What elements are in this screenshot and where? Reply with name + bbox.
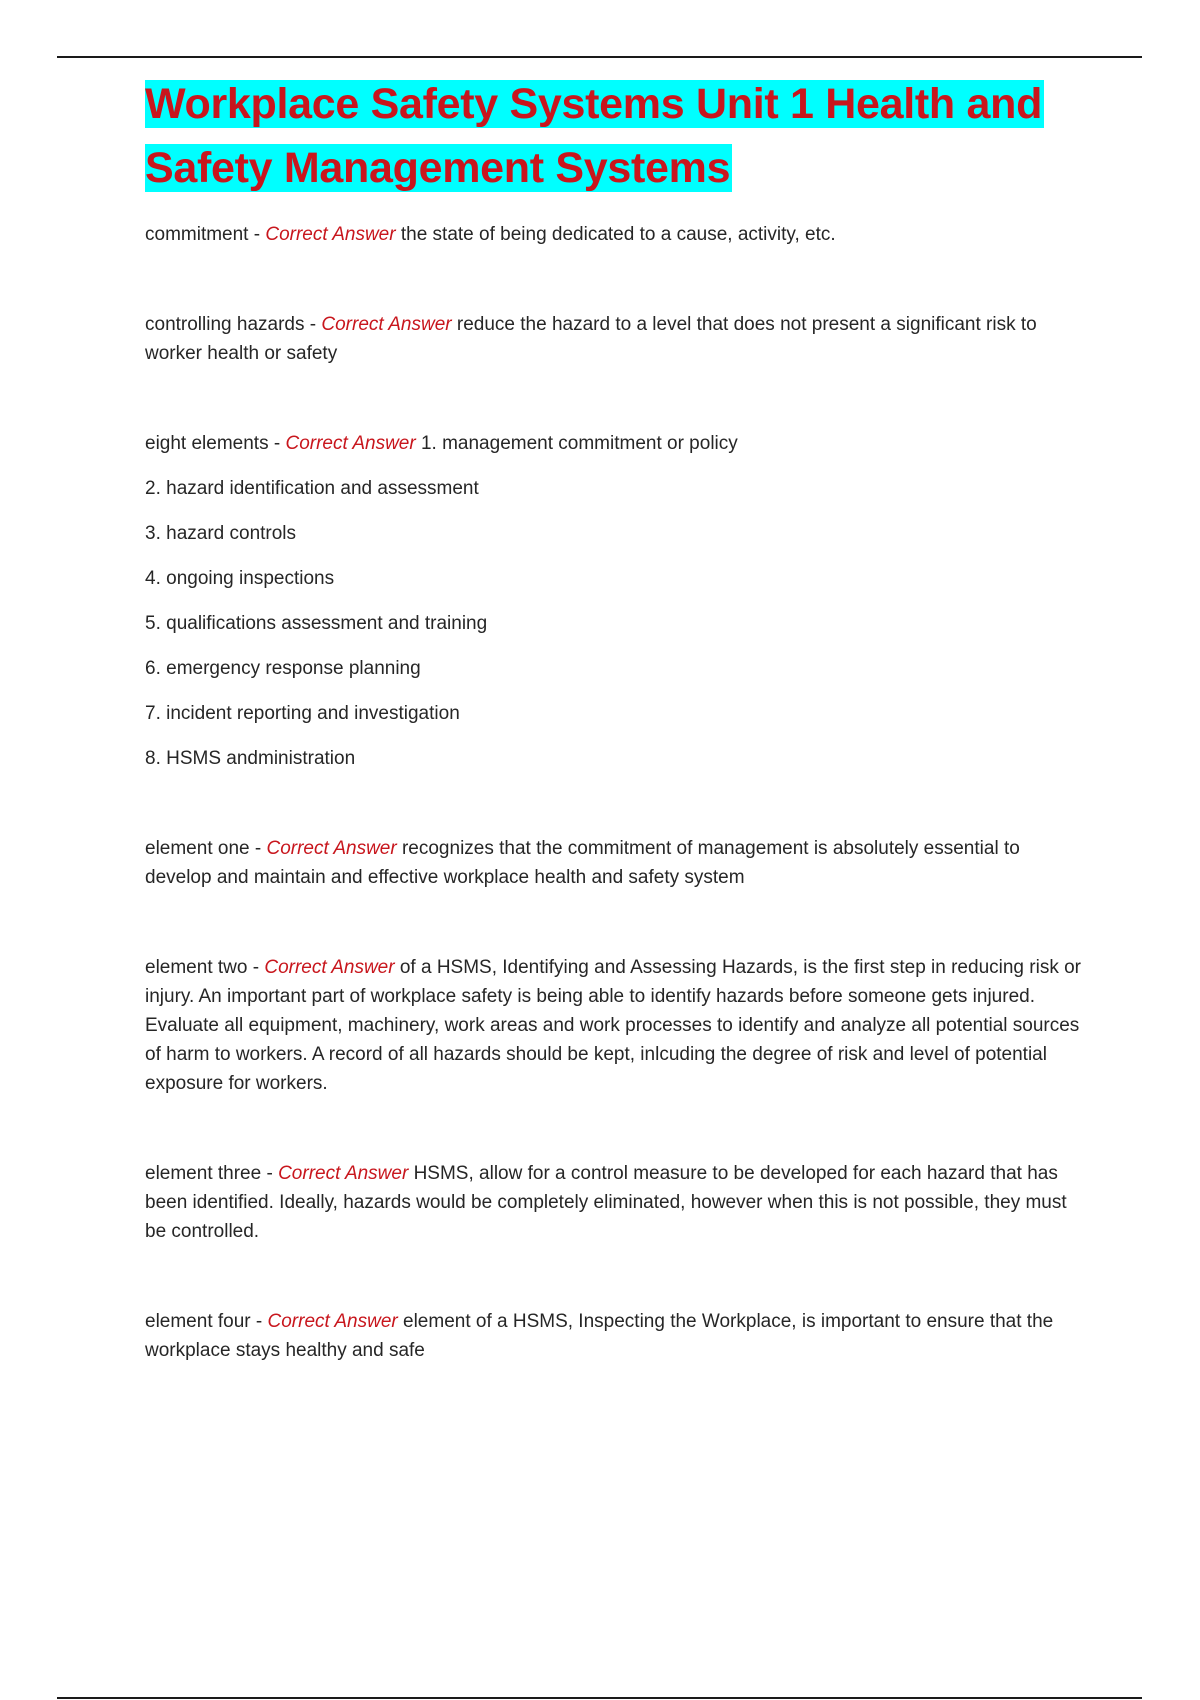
entry-answer: HSMS, allow for a control measure to be developed for each hazard that has been identified. Ideally, hazards would be completely eliminated, however when this is not possible, they must be controlled. [145,1163,1067,1242]
entry-term: element three [145,1163,262,1184]
qa-entry-eight-elements [145,429,1090,458]
list-item: 5. qualifications assessment and training [145,613,488,634]
correct-answer-label: Correct Answer [264,957,395,978]
list-item: 7. incident reporting and investigation [145,703,460,724]
list-item: 3. hazard controls [145,523,297,544]
entry-term: element one [145,838,250,859]
correct-answer-label: Correct Answer [321,314,452,335]
correct-answer-label: Correct Answer [285,433,416,454]
qa-entry-element-three [145,1159,1090,1246]
document-body [145,72,1090,1365]
entry-answer: reduce the hazard to a level that does not present a significant risk to worker health or safety [145,314,1037,364]
entry-separator: - [304,314,322,335]
qa-entry-element-four [145,1307,1090,1365]
page-title [145,72,1090,200]
entry-term: element four [145,1311,251,1332]
qa-entry-element-two [145,953,1090,1098]
entry-answer: the state of being dedicated to a cause, activity, etc. [400,224,836,245]
correct-answer-label: Correct Answer [278,1163,409,1184]
entry-separator: - [247,957,265,978]
entry-answer: element of a HSMS, Inspecting the Workplace, is important to ensure that the workplace stays healthy and safe [145,1311,1054,1361]
entry-separator: - [261,1163,279,1184]
title-highlight: Workplace Safety Systems Unit 1 Health and Safety Management Systems [145,80,1043,192]
list-item: 8. HSMS andministration [145,748,356,769]
qa-entry-commitment [145,220,1090,249]
qa-entry-element-one [145,834,1090,892]
entry-separator: - [250,1311,268,1332]
entry-answer: of a HSMS, Identifying and Assessing Hazards, is the first step in reducing risk or injury. An important part of workplace safety is being able to identify hazards before someone gets injured. Evaluate all equipment, machinery, work areas and work processes to identify and analyze all potential sources of harm to workers. A record of all hazards should be kept, inlcuding the degree of risk and level of potential exposure for workers. [145,957,1081,1094]
correct-answer-label: Correct Answer [267,1311,398,1332]
list-item: 2. hazard identification and assessment [145,478,479,499]
entry-term: controlling hazards [145,314,305,335]
entry-answer: recognizes that the commitment of management is absolutely essential to develop and maintain and effective workplace health and safety system [145,838,1020,888]
entry-separator: - [268,433,286,454]
entry-separator: - [248,224,266,245]
entry-term: element two [145,957,248,978]
list-item: 6. emergency response planning [145,658,421,679]
entry-answer: 1. management commitment or policy [420,433,738,454]
list-item: 4. ongoing inspections [145,568,335,589]
entry-separator: - [249,838,267,859]
entry-term: commitment [145,224,249,245]
qa-entry-controlling-hazards [145,310,1090,368]
bottom-rule [57,1697,1142,1699]
entry-term: eight elements [145,433,269,454]
correct-answer-label: Correct Answer [266,838,397,859]
correct-answer-label: Correct Answer [265,224,396,245]
top-rule [57,56,1142,58]
